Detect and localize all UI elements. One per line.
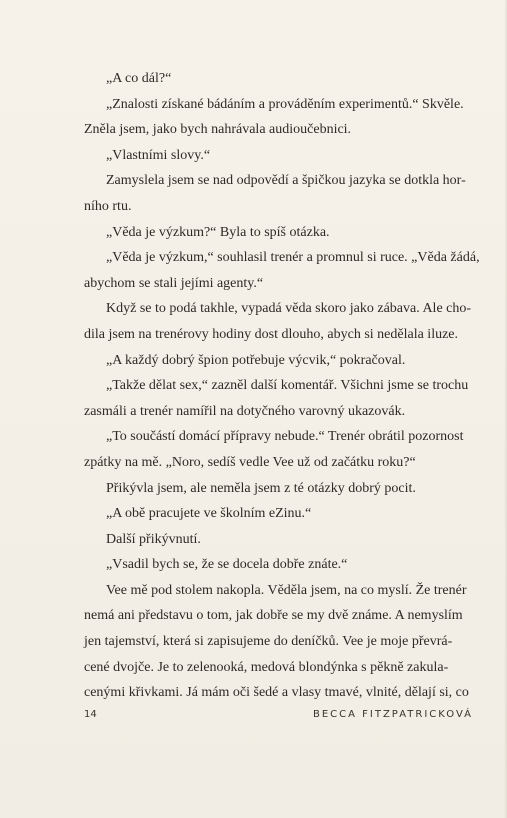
text-line: Zněla jsem, jako bych nahrávala audioučebnici. xyxy=(84,122,352,138)
text-line: zasmáli a trenér namířil na dotyčného varovný ukazovák. xyxy=(84,403,406,419)
text-line: „Vsadil bych se, že se docela dobře znáte.“ xyxy=(106,557,348,573)
text-line: „Takže dělat sex,“ zazněl další komentář. Všichni jsme se trochu xyxy=(106,378,469,394)
text-line: „A obě pracujete ve školním eZinu.“ xyxy=(106,506,312,522)
text-line: nemá ani představu o tom, jak dobře se my dvě známe. A nemyslím xyxy=(84,608,463,624)
text-line: ního rtu. xyxy=(84,198,132,214)
text-line: „A co dál?“ xyxy=(106,71,172,86)
text-line: „Věda je výzkum,“ souhlasil trenér a promnul si ruce. „Věda žádá, xyxy=(106,250,480,266)
running-head: BECCA FITZPATRICKOVÁ xyxy=(312,709,473,720)
page-number: 14 xyxy=(84,709,97,720)
text-line: cené dvojče. Je to zelenooká, medová blondýnka s pěkně zakula- xyxy=(84,659,449,675)
text-line: „Věda je výzkum?“ Byla to spíš otázka. xyxy=(106,224,330,240)
page-footer xyxy=(84,709,473,731)
text-line: Zamyslela jsem se nad odpovědí a špičkou jazyka se dotkla hor- xyxy=(106,173,466,189)
text-line: cenými křivkami. Já mám oči šedé a vlasy tmavé, vlnité, dělají si, co xyxy=(84,685,469,701)
body-text xyxy=(84,66,480,706)
text-line: jen tajemství, která si zapisujeme do deníčků. Vee je moje převrá- xyxy=(84,634,453,650)
text-line: „Znalosti získané bádáním a prováděním experimentů.“ Skvěle. xyxy=(106,96,464,112)
text-line: „To součástí domácí přípravy nebude.“ Trenér obrátil pozornost xyxy=(106,429,464,445)
text-line: Vee mě pod stolem nakopla. Věděla jsem, na co myslí. Že trenér xyxy=(106,582,467,598)
text-line: „A každý dobrý špion potřebuje výcvik,“ pokračoval. xyxy=(106,352,406,368)
text-line: zpátky na mě. „Noro, sedíš vedle Vee už od začátku roku?“ xyxy=(84,454,416,470)
text-line: abychom se stali jejími agenty.“ xyxy=(84,275,264,291)
text-line: „Vlastními slovy.“ xyxy=(106,147,211,163)
text-line: Když se to podá takhle, vypadá věda skoro jako zábava. Ale cho- xyxy=(106,301,472,317)
text-line: Další přikývnutí. xyxy=(106,531,201,547)
text-line: Přikývla jsem, ale neměla jsem z té otázky dobrý pocit. xyxy=(106,480,416,496)
text-line: dila jsem na trenérovy hodiny dost dlouho, abych si nedělala iluze. xyxy=(84,326,459,342)
